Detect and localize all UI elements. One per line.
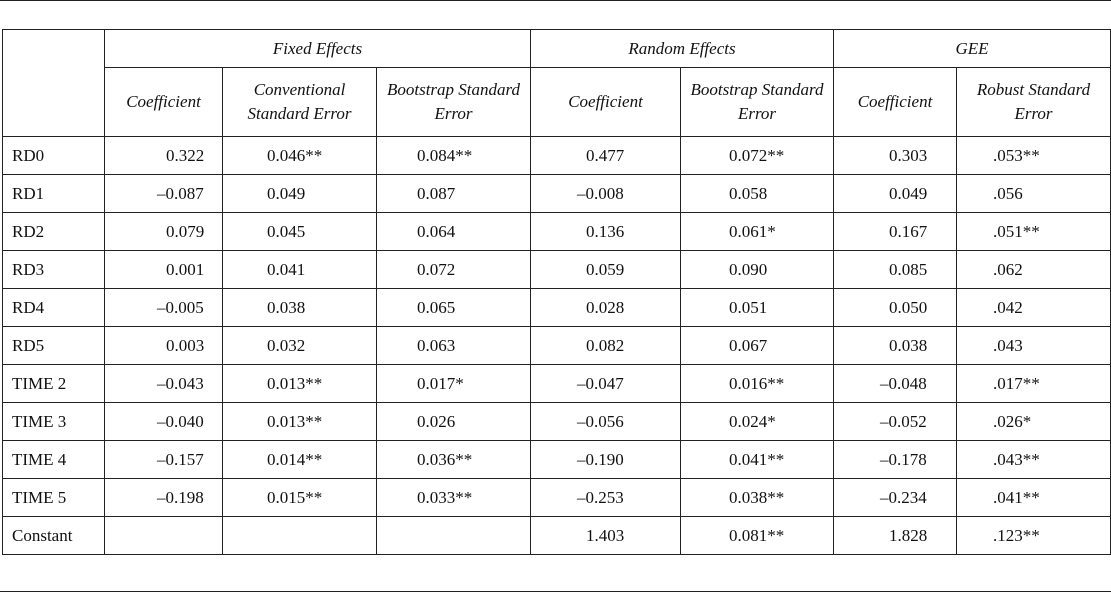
cell-re-bootstrap-se: 0.024* (681, 403, 834, 441)
group-header-row (3, 30, 1111, 68)
row-label: RD1 (3, 175, 105, 213)
group-header-random-effects: Random Effects (531, 30, 834, 68)
table-row (3, 137, 1111, 175)
cell-gee-robust-se: .053** (957, 137, 1111, 175)
cell-re-bootstrap-se: 0.090 (681, 251, 834, 289)
group-header-gee: GEE (834, 30, 1111, 68)
cell-fe-bootstrap-se: 0.065 (377, 289, 531, 327)
cell-re-bootstrap-se: 0.067 (681, 327, 834, 365)
cell-re-coefficient: –0.253 (531, 479, 681, 517)
bottom-rule (0, 591, 1111, 592)
row-label: RD4 (3, 289, 105, 327)
cell-fe-conventional-se: 0.013** (223, 365, 377, 403)
column-header-row (3, 68, 1111, 137)
row-label: RD0 (3, 137, 105, 175)
cell-fe-conventional-se: 0.041 (223, 251, 377, 289)
cell-gee-coefficient: –0.178 (834, 441, 957, 479)
table-row (3, 517, 1111, 555)
table-row (3, 327, 1111, 365)
cell-fe-bootstrap-se: 0.064 (377, 213, 531, 251)
cell-fe-coefficient: –0.087 (105, 175, 223, 213)
row-label: TIME 4 (3, 441, 105, 479)
table-row (3, 289, 1111, 327)
cell-gee-robust-se: .056 (957, 175, 1111, 213)
cell-gee-coefficient: 0.167 (834, 213, 957, 251)
cell-gee-coefficient: 0.049 (834, 175, 957, 213)
cell-re-coefficient: 0.136 (531, 213, 681, 251)
cell-fe-coefficient: –0.005 (105, 289, 223, 327)
cell-fe-conventional-se: 0.014** (223, 441, 377, 479)
cell-gee-coefficient: 1.828 (834, 517, 957, 555)
cell-re-bootstrap-se: 0.061* (681, 213, 834, 251)
cell-re-coefficient: –0.047 (531, 365, 681, 403)
cell-gee-coefficient: 0.085 (834, 251, 957, 289)
row-label: Constant (3, 517, 105, 555)
row-label: RD5 (3, 327, 105, 365)
col-header-fe-coefficient: Coefficient (105, 68, 223, 137)
cell-gee-robust-se: .017** (957, 365, 1111, 403)
cell-fe-coefficient: –0.157 (105, 441, 223, 479)
cell-re-coefficient: –0.190 (531, 441, 681, 479)
row-label: TIME 2 (3, 365, 105, 403)
cell-fe-conventional-se (223, 517, 377, 555)
cell-gee-coefficient: 0.303 (834, 137, 957, 175)
cell-fe-conventional-se: 0.046** (223, 137, 377, 175)
cell-fe-bootstrap-se: 0.026 (377, 403, 531, 441)
cell-gee-coefficient: 0.050 (834, 289, 957, 327)
table-row (3, 213, 1111, 251)
cell-gee-coefficient: –0.234 (834, 479, 957, 517)
cell-fe-bootstrap-se: 0.072 (377, 251, 531, 289)
cell-re-coefficient: –0.056 (531, 403, 681, 441)
cell-re-coefficient: 0.477 (531, 137, 681, 175)
cell-gee-coefficient: –0.048 (834, 365, 957, 403)
cell-fe-conventional-se: 0.032 (223, 327, 377, 365)
table-row (3, 479, 1111, 517)
group-header-fixed-effects: Fixed Effects (105, 30, 531, 68)
cell-gee-robust-se: .041** (957, 479, 1111, 517)
cell-fe-coefficient: 0.322 (105, 137, 223, 175)
cell-fe-bootstrap-se: 0.033** (377, 479, 531, 517)
cell-fe-bootstrap-se: 0.017* (377, 365, 531, 403)
cell-gee-robust-se: .042 (957, 289, 1111, 327)
cell-fe-conventional-se: 0.015** (223, 479, 377, 517)
cell-re-coefficient: 0.059 (531, 251, 681, 289)
cell-fe-conventional-se: 0.045 (223, 213, 377, 251)
row-label: RD2 (3, 213, 105, 251)
cell-gee-coefficient: 0.038 (834, 327, 957, 365)
cell-re-bootstrap-se: 0.072** (681, 137, 834, 175)
cell-fe-coefficient: –0.198 (105, 479, 223, 517)
col-header-fe-conventional-se: Conventional Standard Error (223, 68, 377, 137)
cell-fe-bootstrap-se: 0.063 (377, 327, 531, 365)
top-rule (0, 0, 1111, 1)
table-row (3, 403, 1111, 441)
table-row (3, 251, 1111, 289)
cell-fe-coefficient: 0.003 (105, 327, 223, 365)
row-label: TIME 5 (3, 479, 105, 517)
table-row (3, 365, 1111, 403)
col-header-gee-robust-se: Robust Standard Error (957, 68, 1111, 137)
cell-gee-coefficient: –0.052 (834, 403, 957, 441)
cell-gee-robust-se: .043** (957, 441, 1111, 479)
regression-results-table (2, 29, 1111, 555)
cell-re-coefficient: 0.028 (531, 289, 681, 327)
cell-gee-robust-se: .051** (957, 213, 1111, 251)
col-header-re-coefficient: Coefficient (531, 68, 681, 137)
cell-re-bootstrap-se: 0.051 (681, 289, 834, 327)
cell-fe-conventional-se: 0.013** (223, 403, 377, 441)
cell-re-coefficient: –0.008 (531, 175, 681, 213)
cell-fe-conventional-se: 0.038 (223, 289, 377, 327)
cell-gee-robust-se: .123** (957, 517, 1111, 555)
cell-re-coefficient: 1.403 (531, 517, 681, 555)
row-label-header (3, 30, 105, 137)
cell-fe-coefficient: –0.043 (105, 365, 223, 403)
cell-fe-bootstrap-se: 0.084** (377, 137, 531, 175)
cell-re-coefficient: 0.082 (531, 327, 681, 365)
col-header-re-bootstrap-se: Bootstrap Standard Error (681, 68, 834, 137)
cell-gee-robust-se: .026* (957, 403, 1111, 441)
cell-fe-bootstrap-se: 0.036** (377, 441, 531, 479)
cell-fe-coefficient (105, 517, 223, 555)
cell-fe-conventional-se: 0.049 (223, 175, 377, 213)
cell-re-bootstrap-se: 0.058 (681, 175, 834, 213)
cell-re-bootstrap-se: 0.041** (681, 441, 834, 479)
cell-gee-robust-se: .043 (957, 327, 1111, 365)
col-header-fe-bootstrap-se: Bootstrap Standard Error (377, 68, 531, 137)
table-row (3, 441, 1111, 479)
cell-fe-coefficient: –0.040 (105, 403, 223, 441)
row-label: TIME 3 (3, 403, 105, 441)
cell-re-bootstrap-se: 0.038** (681, 479, 834, 517)
cell-fe-coefficient: 0.079 (105, 213, 223, 251)
col-header-gee-coefficient: Coefficient (834, 68, 957, 137)
cell-fe-bootstrap-se: 0.087 (377, 175, 531, 213)
cell-gee-robust-se: .062 (957, 251, 1111, 289)
row-label: RD3 (3, 251, 105, 289)
cell-re-bootstrap-se: 0.081** (681, 517, 834, 555)
cell-fe-bootstrap-se (377, 517, 531, 555)
cell-re-bootstrap-se: 0.016** (681, 365, 834, 403)
table-row (3, 175, 1111, 213)
cell-fe-coefficient: 0.001 (105, 251, 223, 289)
